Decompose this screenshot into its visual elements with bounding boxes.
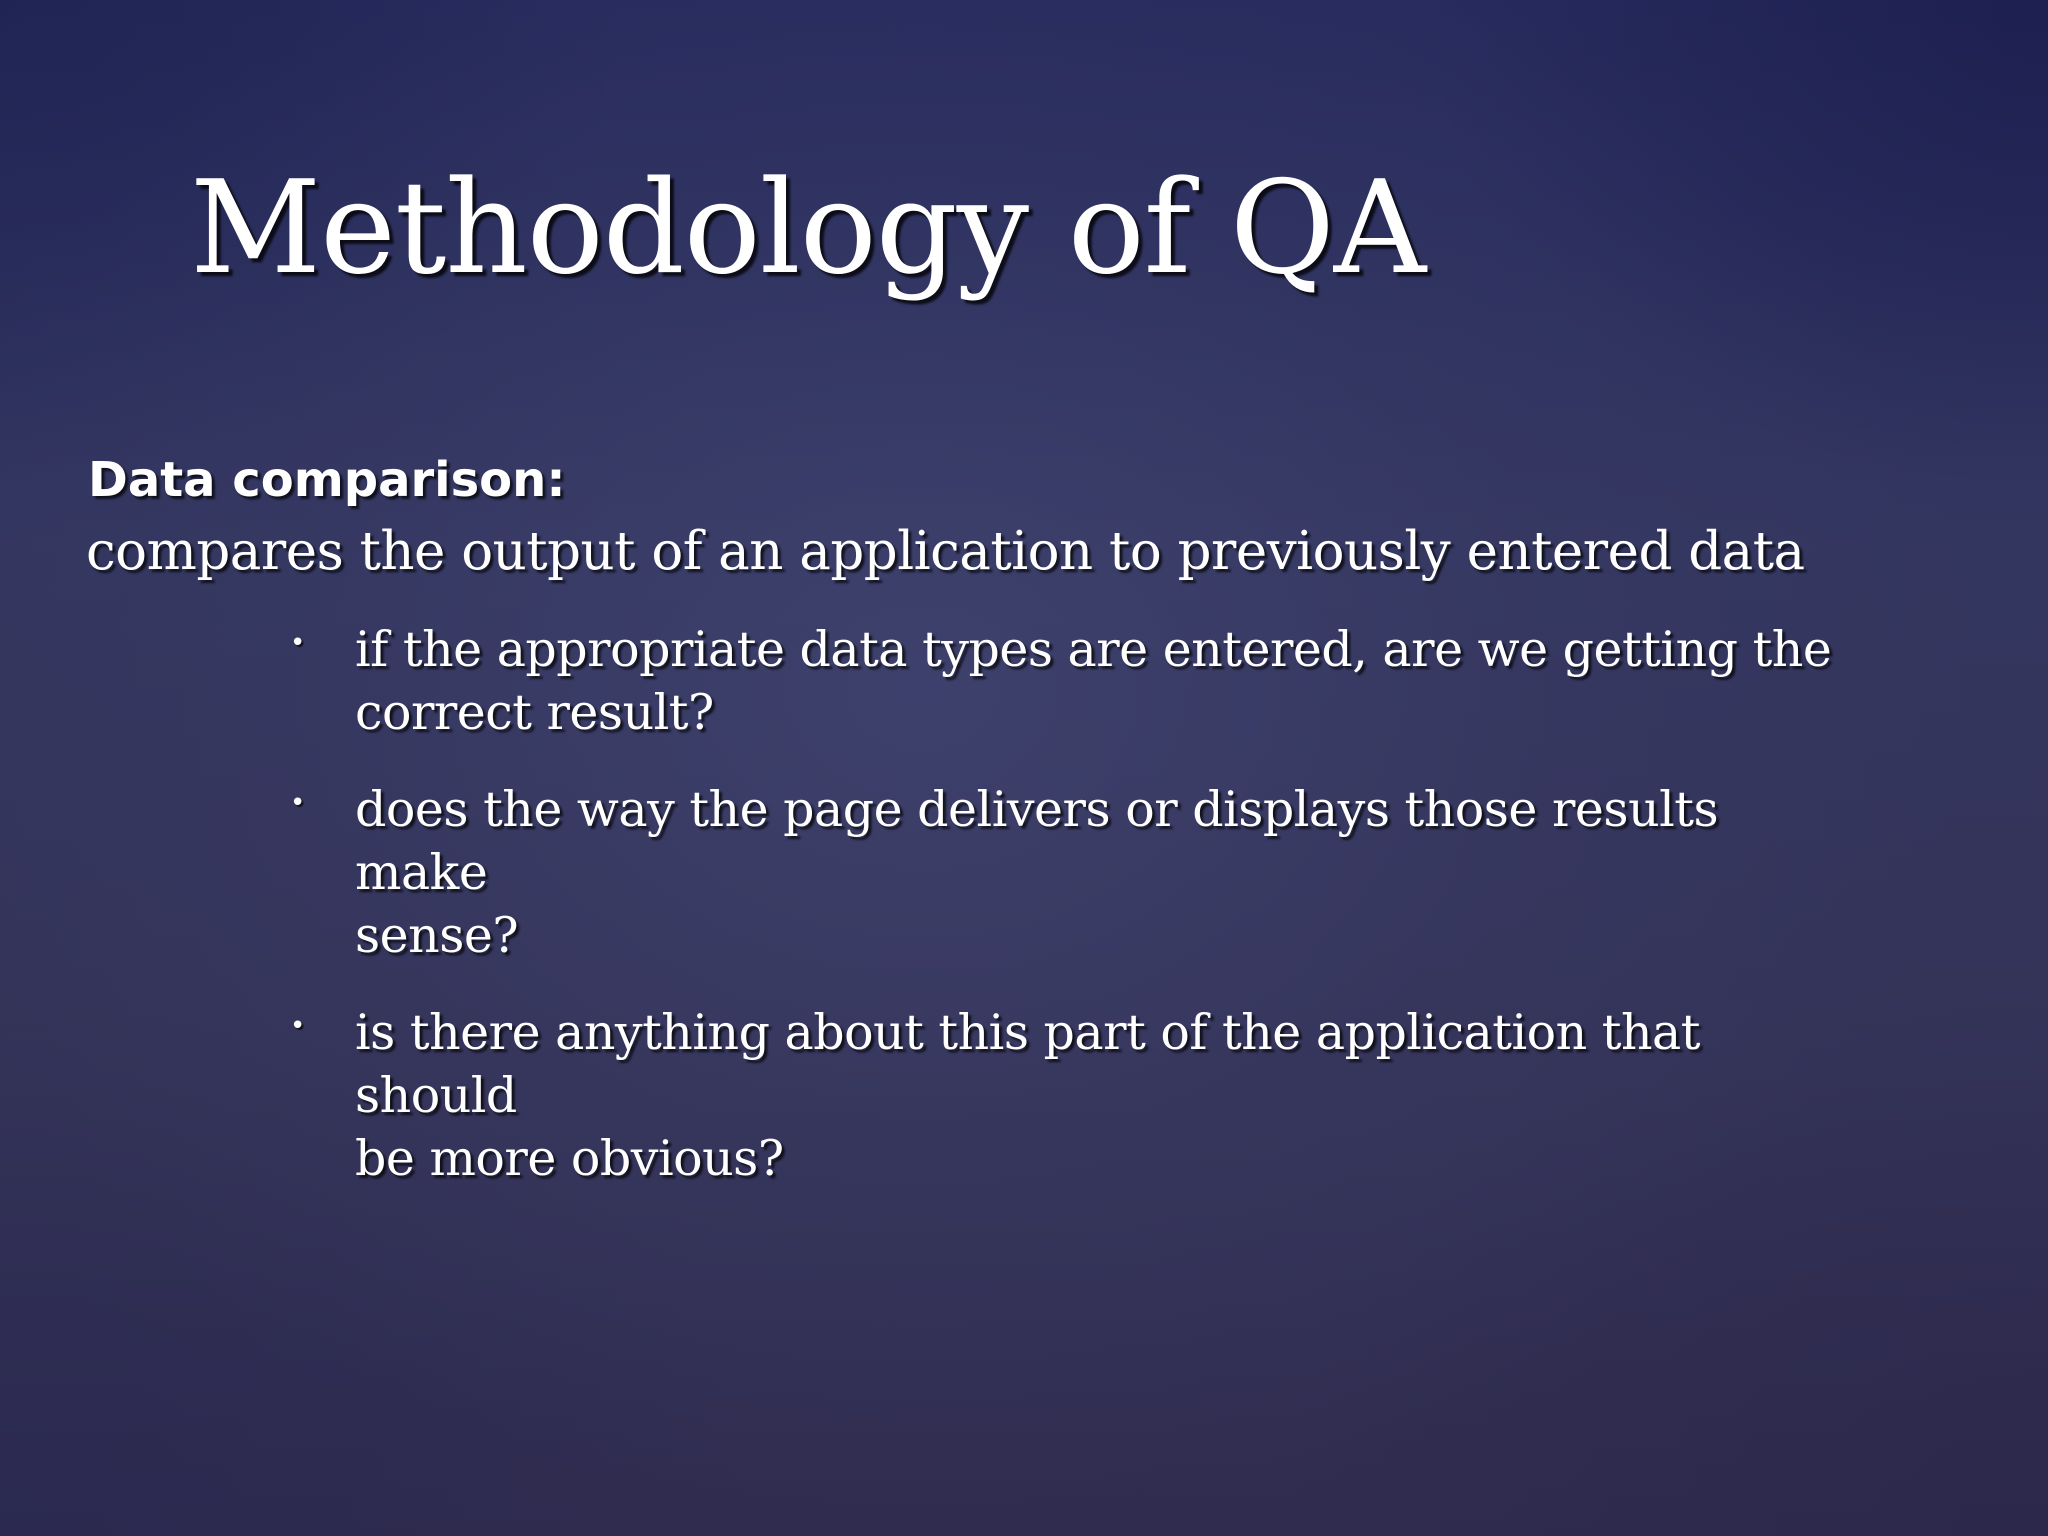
bullet-item bbox=[290, 778, 1850, 967]
bullet-line: correct result? bbox=[355, 684, 714, 741]
bullet-line: sense? bbox=[355, 907, 519, 964]
bullet-item bbox=[290, 1001, 1850, 1190]
section-heading: Data comparison: bbox=[88, 452, 566, 508]
slide-title: Methodology of QA bbox=[190, 154, 1426, 303]
bullet-icon: • bbox=[290, 1011, 306, 1041]
section-description: compares the output of an application to previously entered data bbox=[86, 521, 1805, 582]
bullet-item bbox=[290, 618, 1850, 744]
bullet-line: does the way the page delivers or displays those results make bbox=[355, 781, 1719, 901]
bullet-line: if the appropriate data types are entered, are we getting the bbox=[355, 621, 1832, 678]
bullet-icon: • bbox=[290, 788, 306, 818]
bullet-line: is there anything about this part of the application that should bbox=[355, 1004, 1700, 1124]
bullet-icon: • bbox=[290, 628, 306, 658]
bullet-line: be more obvious? bbox=[355, 1130, 784, 1187]
bullet-list bbox=[290, 618, 1850, 1224]
